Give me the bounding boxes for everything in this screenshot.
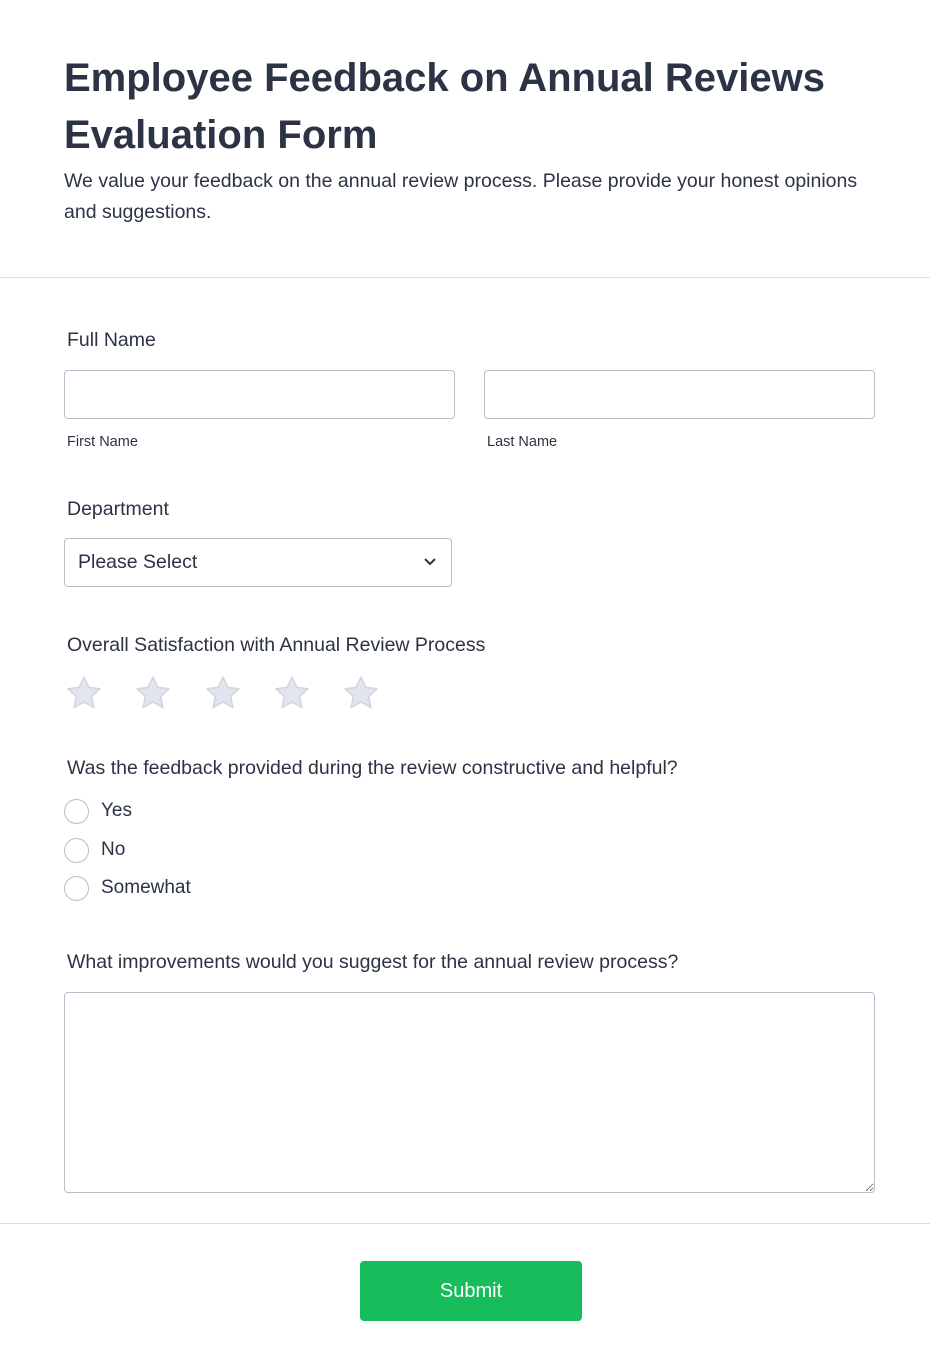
first-name-sublabel: First Name (67, 434, 138, 450)
last-name-sublabel: Last Name (487, 434, 558, 450)
radio-label-yes[interactable]: Yes (101, 800, 132, 821)
improvements-textarea[interactable] (64, 992, 875, 1193)
radio-somewhat[interactable] (64, 876, 89, 901)
feedback-question-label: Was the feedback provided during the review constructive and helpful? (67, 757, 678, 779)
divider (0, 1223, 930, 1224)
full-name-label: Full Name (67, 329, 156, 351)
submit-button[interactable]: Submit (360, 1261, 582, 1321)
divider (0, 277, 930, 278)
chevron-down-icon (423, 557, 437, 567)
star-icon[interactable] (272, 673, 312, 718)
star-icon[interactable] (203, 673, 243, 718)
radio-label-somewhat[interactable]: Somewhat (101, 877, 191, 898)
radio-yes[interactable] (64, 799, 89, 824)
page-title: Employee Feedback on Annual Reviews Evaluation Form (64, 56, 825, 157)
department-selected-value: Please Select (78, 551, 198, 573)
star-icon[interactable] (341, 673, 381, 718)
star-icon[interactable] (64, 673, 104, 718)
satisfaction-label: Overall Satisfaction with Annual Review Process (67, 634, 486, 656)
star-icon[interactable] (133, 673, 173, 718)
department-select[interactable] (64, 538, 452, 587)
improvements-label: What improvements would you suggest for the annual review process? (67, 951, 679, 973)
radio-no[interactable] (64, 838, 89, 863)
department-label: Department (67, 498, 169, 520)
first-name-input[interactable] (64, 370, 455, 419)
last-name-input[interactable] (484, 370, 875, 419)
page-description: We value your feedback on the annual review process. Please provide your honest opinions and suggestions. (64, 170, 858, 223)
radio-label-no[interactable]: No (101, 839, 126, 860)
